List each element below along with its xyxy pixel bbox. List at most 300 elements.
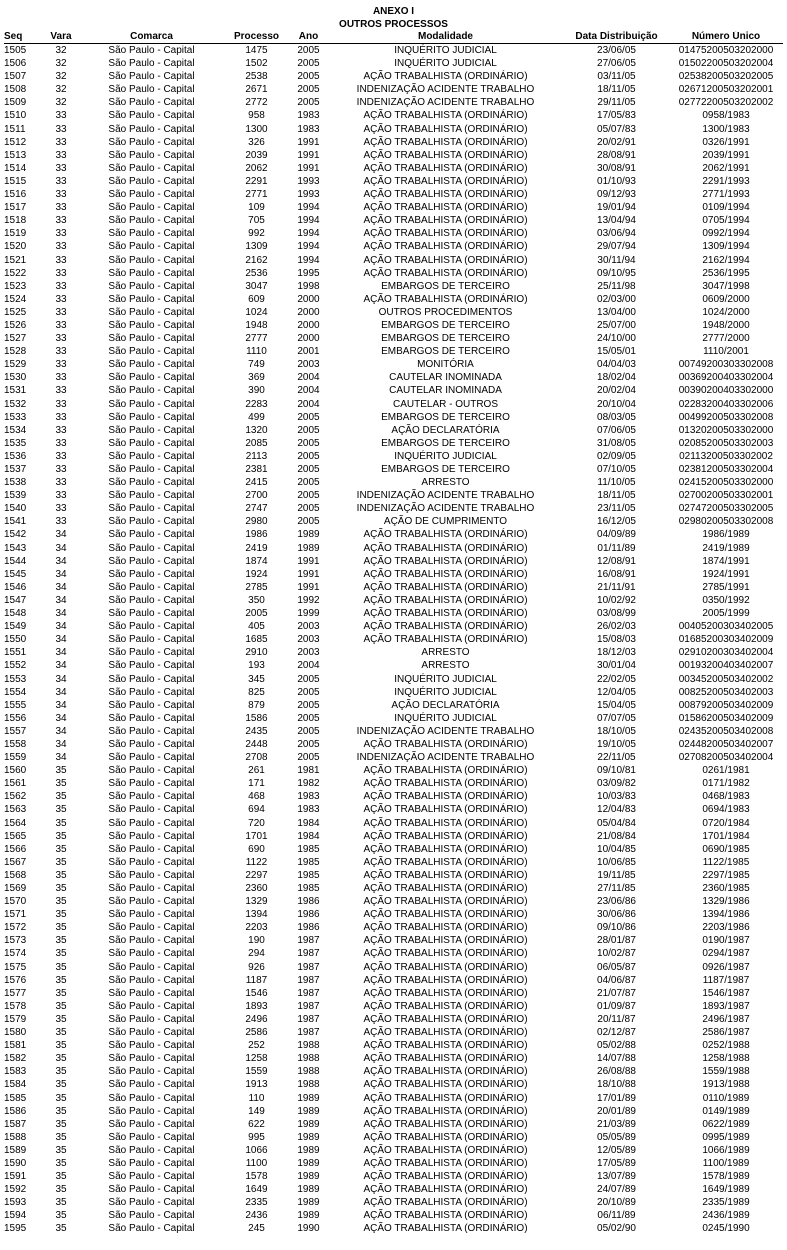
cell-seq: 1510 [4, 110, 27, 122]
cell-numero-unico: 1578/1989 [702, 1171, 750, 1183]
cell-numero-unico: 02435200503402008 [678, 725, 774, 737]
cell-vara: 33 [55, 411, 67, 423]
cell-ano: 2005 [297, 464, 320, 475]
cell-ano: 1986 [297, 922, 320, 934]
cell-seq: 1525 [4, 306, 27, 318]
cell-numero-unico: 1649/1989 [702, 1184, 750, 1196]
cell-seq: 1587 [4, 1118, 27, 1130]
cell-numero-unico: 02747200503302005 [678, 503, 774, 515]
cell-ano: 1985 [297, 856, 320, 868]
cell-vara: 35 [55, 948, 67, 960]
cell-processo: 1701 [245, 830, 268, 842]
cell-data-distribuicao: 10/06/85 [597, 856, 636, 868]
cell-numero-unico: 0190/1987 [702, 935, 750, 947]
cell-modalidade: AÇÃO TRABALHISTA (ORDINÁRIO) [363, 1040, 528, 1052]
table-row [4, 751, 783, 764]
cell-seq: 1584 [4, 1079, 27, 1091]
cell-seq: 1590 [4, 1157, 27, 1169]
cell-seq: 1580 [4, 1027, 27, 1039]
cell-vara: 35 [55, 1171, 67, 1183]
cell-data-distribuicao: 13/04/00 [597, 306, 636, 318]
cell-data-distribuicao: 30/01/04 [597, 660, 636, 672]
cell-seq: 1520 [4, 241, 27, 253]
cell-numero-unico: 2203/1986 [702, 922, 750, 934]
cell-processo: 2297 [245, 869, 268, 881]
cell-numero-unico: 02113200503302002 [679, 450, 773, 462]
cell-processo: 345 [248, 673, 265, 685]
cell-seq: 1565 [4, 830, 27, 842]
cell-comarca: São Paulo - Capital [108, 765, 195, 777]
column-header-vara: Vara [42, 31, 80, 44]
cell-seq: 1594 [4, 1210, 27, 1222]
cell-seq: 1527 [4, 333, 27, 345]
cell-vara: 34 [55, 738, 67, 750]
cell-numero-unico: 0705/1994 [702, 215, 750, 227]
cell-data-distribuicao: 18/02/04 [597, 372, 636, 384]
cell-seq: 1523 [4, 280, 27, 292]
cell-vara: 35 [55, 1118, 67, 1130]
table-row [4, 1013, 783, 1026]
cell-comarca: São Paulo - Capital [108, 175, 195, 187]
cell-vara: 32 [55, 45, 67, 56]
cell-seq: 1582 [4, 1053, 27, 1065]
cell-seq: 1540 [4, 503, 27, 515]
cell-numero-unico: 2785/1991 [702, 581, 750, 593]
cell-processo: 1066 [245, 1144, 268, 1156]
cell-numero-unico: 01586200503402009 [678, 712, 774, 724]
cell-processo: 2162 [245, 254, 268, 266]
cell-processo: 1578 [245, 1171, 268, 1183]
cell-data-distribuicao: 28/08/91 [597, 149, 636, 161]
cell-seq: 1592 [4, 1184, 27, 1196]
cell-vara: 35 [55, 1184, 67, 1196]
cell-ano: 2005 [297, 71, 320, 83]
cell-vara: 34 [55, 581, 67, 593]
cell-seq: 1537 [4, 464, 27, 475]
cell-numero-unico: 1874/1991 [702, 555, 750, 567]
cell-modalidade: INQUÉRITO JUDICIAL [394, 45, 497, 56]
cell-numero-unico: 02910200303402004 [678, 647, 774, 659]
cell-vara: 33 [55, 162, 67, 174]
cell-numero-unico: 00345200503402002 [678, 673, 774, 685]
cell-comarca: São Paulo - Capital [108, 621, 195, 633]
cell-comarca: São Paulo - Capital [108, 856, 195, 868]
cell-processo: 1329 [245, 896, 268, 908]
cell-data-distribuicao: 02/09/05 [597, 450, 636, 462]
cell-comarca: São Paulo - Capital [108, 503, 195, 515]
cell-ano: 2005 [297, 477, 320, 489]
table-row [4, 227, 783, 240]
cell-ano: 2000 [297, 293, 320, 305]
cell-processo: 2448 [245, 738, 268, 750]
cell-processo: 294 [248, 948, 265, 960]
table-row [4, 1092, 783, 1105]
table-row [4, 267, 783, 280]
table-row [4, 371, 783, 384]
cell-modalidade: AÇÃO TRABALHISTA (ORDINÁRIO) [363, 738, 528, 750]
cell-ano: 1989 [297, 529, 320, 541]
process-table [4, 31, 783, 1236]
cell-data-distribuicao: 10/02/92 [597, 594, 636, 606]
cell-processo: 2771 [245, 189, 268, 201]
cell-processo: 109 [248, 202, 265, 214]
cell-ano: 2004 [297, 372, 320, 384]
cell-comarca: São Paulo - Capital [108, 608, 195, 620]
cell-ano: 2004 [297, 385, 320, 397]
cell-processo: 2700 [245, 490, 268, 502]
cell-numero-unico: 01320200503302000 [678, 424, 774, 436]
cell-numero-unico: 00193200403402007 [678, 660, 774, 672]
cell-comarca: São Paulo - Capital [108, 909, 195, 921]
cell-modalidade: EMBARGOS DE TERCEIRO [381, 437, 510, 449]
table-row [4, 489, 783, 502]
cell-data-distribuicao: 03/06/94 [597, 228, 636, 240]
cell-seq: 1548 [4, 608, 27, 620]
cell-modalidade: AÇÃO TRABALHISTA (ORDINÁRIO) [363, 948, 528, 960]
cell-comarca: São Paulo - Capital [108, 516, 195, 528]
cell-data-distribuicao: 30/06/86 [597, 909, 636, 921]
cell-numero-unico: 00405200303402005 [678, 621, 774, 633]
cell-processo: 350 [248, 594, 265, 606]
cell-data-distribuicao: 23/06/05 [597, 45, 636, 56]
cell-processo: 468 [248, 791, 265, 803]
cell-vara: 34 [55, 555, 67, 567]
table-row [4, 1078, 783, 1091]
cell-comarca: São Paulo - Capital [108, 1092, 195, 1104]
table-row [4, 803, 783, 816]
cell-vara: 35 [55, 896, 67, 908]
cell-seq: 1576 [4, 974, 27, 986]
cell-ano: 2005 [297, 45, 320, 56]
cell-seq: 1570 [4, 896, 27, 908]
cell-vara: 34 [55, 673, 67, 685]
cell-modalidade: AÇÃO TRABALHISTA (ORDINÁRIO) [363, 110, 528, 122]
cell-ano: 1989 [297, 1184, 320, 1196]
table-row [4, 188, 783, 201]
cell-seq: 1575 [4, 961, 27, 973]
cell-numero-unico: 2297/1985 [702, 869, 750, 881]
cell-data-distribuicao: 12/05/89 [597, 1144, 636, 1156]
cell-numero-unico: 1924/1991 [702, 568, 750, 580]
table-row [4, 515, 783, 528]
cell-data-distribuicao: 21/11/91 [597, 581, 636, 593]
document-subtitle: OUTROS PROCESSOS [339, 19, 448, 30]
cell-processo: 2772 [245, 97, 268, 109]
table-row [4, 777, 783, 790]
cell-seq: 1583 [4, 1066, 27, 1078]
table-row [4, 934, 783, 947]
cell-modalidade: AÇÃO TRABALHISTA (ORDINÁRIO) [363, 149, 528, 161]
cell-numero-unico: 02381200503302004 [678, 464, 774, 475]
table-body [4, 44, 783, 1236]
cell-seq: 1541 [4, 516, 27, 528]
cell-vara: 32 [55, 58, 67, 70]
cell-seq: 1562 [4, 791, 27, 803]
cell-modalidade: AÇÃO TRABALHISTA (ORDINÁRIO) [363, 1210, 528, 1222]
cell-vara: 35 [55, 1000, 67, 1012]
cell-processo: 3047 [245, 280, 268, 292]
table-row [4, 1105, 783, 1118]
cell-data-distribuicao: 03/08/99 [597, 608, 636, 620]
cell-data-distribuicao: 13/04/94 [597, 215, 636, 227]
cell-modalidade: AÇÃO TRABALHISTA (ORDINÁRIO) [363, 1027, 528, 1039]
cell-ano: 2005 [297, 58, 320, 70]
cell-numero-unico: 2419/1989 [702, 542, 750, 554]
cell-ano: 1999 [297, 608, 320, 620]
cell-numero-unico: 1893/1987 [702, 1000, 750, 1012]
cell-modalidade: AÇÃO TRABALHISTA (ORDINÁRIO) [363, 817, 528, 829]
cell-modalidade: AÇÃO TRABALHISTA (ORDINÁRIO) [363, 896, 528, 908]
cell-seq: 1595 [4, 1223, 27, 1235]
cell-seq: 1561 [4, 778, 27, 790]
cell-seq: 1506 [4, 58, 27, 70]
cell-modalidade: AÇÃO DECLARATÓRIA [391, 699, 500, 711]
cell-seq: 1529 [4, 359, 27, 371]
cell-numero-unico: 01475200503202000 [678, 45, 774, 56]
cell-processo: 2538 [245, 71, 268, 83]
table-row [4, 764, 783, 777]
cell-modalidade: EMBARGOS DE TERCEIRO [381, 319, 510, 331]
cell-vara: 35 [55, 1144, 67, 1156]
cell-modalidade: ARRESTO [421, 660, 470, 672]
cell-vara: 35 [55, 791, 67, 803]
cell-data-distribuicao: 30/08/91 [597, 162, 636, 174]
table-row [4, 1144, 783, 1157]
table-row [4, 1131, 783, 1144]
cell-numero-unico: 0149/1989 [702, 1105, 750, 1117]
cell-ano: 1985 [297, 883, 320, 894]
cell-processo: 705 [248, 215, 265, 227]
table-row [4, 1183, 783, 1196]
cell-ano: 2003 [297, 647, 320, 659]
cell-data-distribuicao: 10/04/85 [597, 843, 636, 855]
cell-processo: 1913 [245, 1079, 268, 1091]
cell-seq: 1505 [4, 45, 27, 56]
cell-vara: 35 [55, 1223, 67, 1235]
cell-data-distribuicao: 18/11/05 [597, 84, 636, 96]
cell-data-distribuicao: 07/07/05 [597, 712, 636, 724]
cell-modalidade: AÇÃO TRABALHISTA (ORDINÁRIO) [363, 1157, 528, 1169]
cell-processo: 2005 [245, 608, 268, 620]
cell-seq: 1538 [4, 477, 27, 489]
cell-data-distribuicao: 04/04/03 [597, 359, 636, 371]
cell-comarca: São Paulo - Capital [108, 568, 195, 580]
cell-modalidade: AÇÃO TRABALHISTA (ORDINÁRIO) [363, 594, 528, 606]
cell-modalidade: INDENIZAÇÃO ACIDENTE TRABALHO [356, 97, 535, 109]
cell-comarca: São Paulo - Capital [108, 542, 195, 554]
cell-data-distribuicao: 19/11/85 [597, 869, 636, 881]
cell-comarca: São Paulo - Capital [108, 1157, 195, 1169]
cell-ano: 2005 [297, 437, 320, 449]
cell-ano: 1988 [297, 1040, 320, 1052]
cell-modalidade: AÇÃO TRABALHISTA (ORDINÁRIO) [363, 961, 528, 973]
cell-comarca: São Paulo - Capital [108, 1079, 195, 1091]
cell-vara: 33 [55, 319, 67, 331]
cell-data-distribuicao: 05/07/83 [597, 123, 636, 135]
cell-seq: 1517 [4, 202, 27, 214]
cell-ano: 2001 [297, 346, 320, 358]
cell-seq: 1507 [4, 71, 27, 83]
cell-processo: 2586 [245, 1027, 268, 1039]
cell-vara: 32 [55, 97, 67, 109]
cell-processo: 622 [248, 1118, 265, 1130]
cell-processo: 2980 [245, 516, 268, 528]
table-row [4, 332, 783, 345]
cell-modalidade: INDENIZAÇÃO ACIDENTE TRABALHO [356, 752, 535, 764]
cell-vara: 33 [55, 306, 67, 318]
cell-data-distribuicao: 26/08/88 [597, 1066, 636, 1078]
cell-comarca: São Paulo - Capital [108, 1197, 195, 1209]
cell-data-distribuicao: 15/05/01 [597, 346, 636, 358]
cell-numero-unico: 2005/1999 [702, 608, 750, 620]
table-row [4, 673, 783, 686]
cell-comarca: São Paulo - Capital [108, 948, 195, 960]
cell-modalidade: AÇÃO TRABALHISTA (ORDINÁRIO) [363, 1092, 528, 1104]
cell-data-distribuicao: 05/02/88 [597, 1040, 636, 1052]
cell-vara: 33 [55, 503, 67, 515]
cell-comarca: São Paulo - Capital [108, 254, 195, 266]
cell-numero-unico: 2436/1989 [702, 1210, 750, 1222]
cell-numero-unico: 02283200403302006 [678, 398, 774, 410]
table-row [4, 699, 783, 712]
cell-comarca: São Paulo - Capital [108, 869, 195, 881]
cell-seq: 1567 [4, 856, 27, 868]
cell-seq: 1531 [4, 385, 27, 397]
cell-modalidade: AÇÃO TRABALHISTA (ORDINÁRIO) [363, 922, 528, 934]
cell-ano: 1991 [297, 555, 320, 567]
cell-modalidade: AÇÃO TRABALHISTA (ORDINÁRIO) [363, 1171, 528, 1183]
cell-modalidade: AÇÃO DECLARATÓRIA [391, 424, 500, 436]
cell-processo: 245 [248, 1223, 265, 1235]
cell-modalidade: AÇÃO TRABALHISTA (ORDINÁRIO) [363, 1131, 528, 1143]
cell-ano: 1991 [297, 149, 320, 161]
cell-numero-unico: 1309/1994 [702, 241, 750, 253]
cell-processo: 1986 [245, 529, 268, 541]
cell-processo: 992 [248, 228, 265, 240]
cell-data-distribuicao: 21/07/87 [597, 987, 636, 999]
cell-comarca: São Paulo - Capital [108, 84, 195, 96]
cell-ano: 1990 [297, 1223, 320, 1235]
cell-data-distribuicao: 06/11/89 [597, 1210, 636, 1222]
cell-data-distribuicao: 18/10/05 [597, 725, 636, 737]
table-header-row [4, 31, 783, 44]
cell-data-distribuicao: 05/02/90 [597, 1223, 636, 1235]
cell-processo: 2283 [245, 398, 268, 410]
cell-ano: 1982 [297, 778, 320, 790]
cell-processo: 1309 [245, 241, 268, 253]
table-row [4, 149, 783, 162]
cell-processo: 252 [248, 1040, 265, 1052]
cell-vara: 35 [55, 1027, 67, 1039]
table-row [4, 1222, 783, 1235]
cell-vara: 34 [55, 647, 67, 659]
cell-comarca: São Paulo - Capital [108, 725, 195, 737]
cell-vara: 33 [55, 385, 67, 397]
cell-numero-unico: 00369200403302004 [678, 372, 774, 384]
cell-processo: 825 [248, 686, 265, 698]
cell-vara: 35 [55, 778, 67, 790]
cell-data-distribuicao: 12/04/83 [597, 804, 636, 816]
cell-numero-unico: 01685200303402009 [678, 634, 774, 646]
cell-ano: 2004 [297, 398, 320, 410]
cell-vara: 33 [55, 333, 67, 345]
cell-processo: 1475 [245, 45, 268, 56]
cell-numero-unico: 1300/1983 [702, 123, 750, 135]
cell-modalidade: INQUÉRITO JUDICIAL [394, 450, 497, 462]
cell-processo: 190 [248, 935, 265, 947]
cell-seq: 1518 [4, 215, 27, 227]
cell-vara: 33 [55, 110, 67, 122]
table-row [4, 738, 783, 751]
cell-vara: 35 [55, 883, 67, 894]
cell-vara: 33 [55, 477, 67, 489]
cell-comarca: São Paulo - Capital [108, 555, 195, 567]
cell-vara: 33 [55, 398, 67, 410]
cell-processo: 499 [248, 411, 265, 423]
cell-processo: 2747 [245, 503, 268, 515]
table-row [4, 306, 783, 319]
cell-modalidade: AÇÃO TRABALHISTA (ORDINÁRIO) [363, 293, 528, 305]
cell-ano: 1987 [297, 987, 320, 999]
cell-processo: 720 [248, 817, 265, 829]
cell-numero-unico: 00825200503402003 [678, 686, 774, 698]
cell-ano: 1994 [297, 215, 320, 227]
cell-numero-unico: 2291/1993 [702, 175, 750, 187]
cell-seq: 1566 [4, 843, 27, 855]
cell-vara: 33 [55, 437, 67, 449]
cell-seq: 1534 [4, 424, 27, 436]
cell-processo: 2113 [245, 450, 268, 462]
cell-numero-unico: 0468/1983 [702, 791, 750, 803]
cell-comarca: São Paulo - Capital [108, 267, 195, 279]
cell-seq: 1558 [4, 738, 27, 750]
cell-modalidade: INDENIZAÇÃO ACIDENTE TRABALHO [356, 84, 535, 96]
cell-comarca: São Paulo - Capital [108, 97, 195, 109]
cell-processo: 2435 [245, 725, 268, 737]
cell-ano: 1987 [297, 961, 320, 973]
cell-data-distribuicao: 23/06/86 [597, 896, 636, 908]
cell-processo: 2777 [245, 333, 268, 345]
cell-comarca: São Paulo - Capital [108, 136, 195, 148]
cell-comarca: São Paulo - Capital [108, 1000, 195, 1012]
cell-numero-unico: 1024/2000 [702, 306, 750, 318]
table-row [4, 1000, 783, 1013]
cell-numero-unico: 02708200503402004 [678, 752, 774, 764]
cell-data-distribuicao: 21/08/84 [597, 830, 636, 842]
cell-comarca: São Paulo - Capital [108, 398, 195, 410]
cell-ano: 1984 [297, 817, 320, 829]
cell-vara: 34 [55, 752, 67, 764]
cell-processo: 1924 [245, 568, 268, 580]
cell-vara: 33 [55, 490, 67, 502]
cell-modalidade: AÇÃO TRABALHISTA (ORDINÁRIO) [363, 608, 528, 620]
cell-ano: 2005 [297, 699, 320, 711]
cell-vara: 33 [55, 516, 67, 528]
cell-seq: 1546 [4, 581, 27, 593]
table-row [4, 843, 783, 856]
cell-vara: 33 [55, 123, 67, 135]
cell-vara: 35 [55, 869, 67, 881]
cell-data-distribuicao: 15/04/05 [597, 699, 636, 711]
table-row [4, 961, 783, 974]
cell-processo: 1874 [245, 555, 268, 567]
cell-vara: 33 [55, 254, 67, 266]
cell-seq: 1536 [4, 450, 27, 462]
cell-modalidade: AÇÃO TRABALHISTA (ORDINÁRIO) [363, 1184, 528, 1196]
cell-vara: 35 [55, 1079, 67, 1091]
cell-ano: 2000 [297, 333, 320, 345]
cell-seq: 1512 [4, 136, 27, 148]
